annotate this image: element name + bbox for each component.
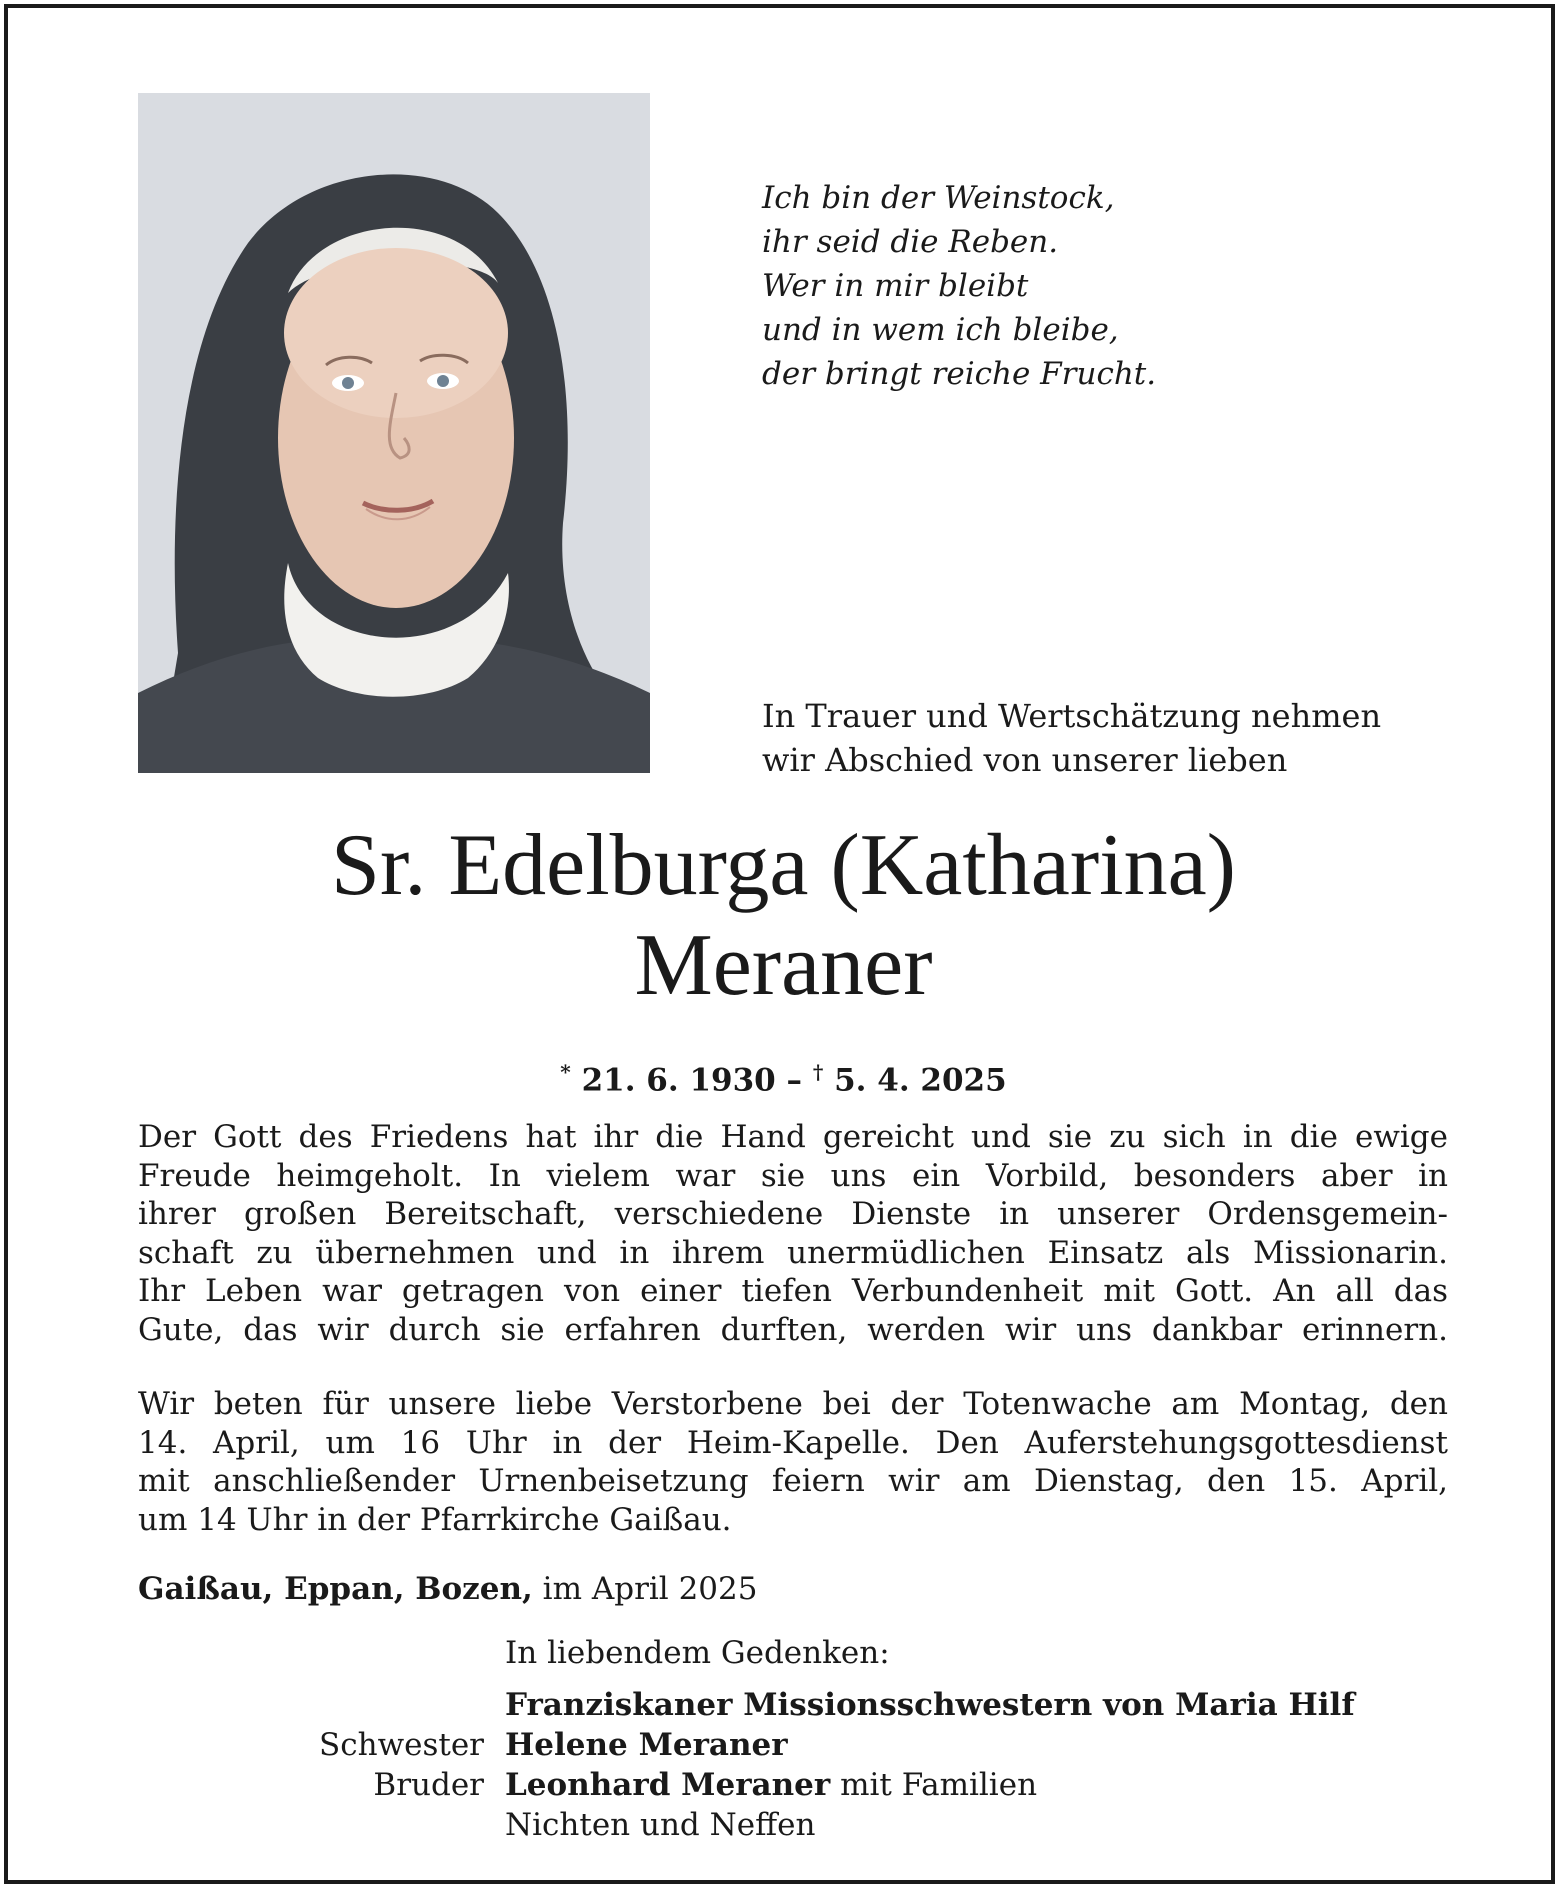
- signatory-name-line: [505, 1766, 1037, 1804]
- paragraph-line: Wir beten für unsere liebe Verstorbene bei der Totenwache am Montag, den: [138, 1386, 1448, 1422]
- paragraph-line: Der Gott des Friedens hat ihr die Hand gereicht und sie zu sich in die ewige: [138, 1119, 1448, 1155]
- bible-verse: [762, 176, 1156, 396]
- paragraph-line: Ihr Leben war getragen von einer tiefen Verbundenheit mit Gott. An all das: [138, 1273, 1448, 1309]
- obituary-paragraph-1: [138, 1118, 1448, 1349]
- paragraph-line: Gute, das wir durch sie erfahren durften, werden wir uns dankbar erinnern.: [138, 1311, 1448, 1348]
- birth-symbol: *: [560, 1060, 571, 1084]
- obituary-frame: [4, 4, 1555, 1884]
- deceased-name-line2: Meraner: [634, 917, 933, 1014]
- signatory-suffix: mit Familien: [830, 1767, 1038, 1803]
- verse-line: der bringt reiche Frucht.: [762, 356, 1157, 392]
- intro-line: In Trauer und Wertschätzung nehmen: [762, 697, 1382, 735]
- signatory-suffix: Nichten und Neffen: [505, 1807, 816, 1843]
- memory-label: In liebendem Gedenken:: [505, 1635, 890, 1671]
- signatory-name: Franziskaner Missionsschwestern von Maria Hilf: [505, 1687, 1355, 1723]
- intro-line: wir Abschied von unserer lieben: [762, 741, 1288, 779]
- verse-line: Wer in mir bleibt: [762, 268, 1029, 304]
- signatory-name-line: [505, 1686, 1355, 1724]
- intro-text: [762, 694, 1381, 782]
- deceased-name-line1: Sr. Edelburga (Katharina): [331, 817, 1236, 914]
- birth-date: 21. 6. 1930: [581, 1062, 776, 1099]
- paragraph-line: ihrer großen Bereitschaft, verschiedene Dienste in unserer Ordensgemein-: [138, 1196, 1448, 1232]
- places: Gaißau, Eppan, Bozen,: [138, 1571, 533, 1607]
- paragraph-line: 14. April, um 16 Uhr in der Heim-Kapelle. Den Auferstehungsgottesdienst: [138, 1424, 1448, 1461]
- signatory-role: Bruder: [373, 1767, 484, 1803]
- signatory-name: Leonhard Meraner: [505, 1767, 831, 1803]
- signatory-name: Helene Meraner: [505, 1727, 788, 1763]
- date-separator: –: [775, 1062, 813, 1099]
- verse-line: Ich bin der Weinstock,: [762, 180, 1115, 216]
- death-date: 5. 4. 2025: [834, 1062, 1007, 1099]
- place-and-date: [138, 1569, 757, 1609]
- signatory-name-line: [505, 1726, 788, 1764]
- paragraph-line: Freude heimgeholt. In vielem war sie uns ein Vorbild, besonders aber in: [138, 1157, 1448, 1194]
- paragraph-line: um 14 Uhr in der Pfarrkirche Gaißau.: [138, 1501, 732, 1538]
- life-dates: [8, 1052, 1559, 1100]
- paragraph-line: mit anschließender Urnenbeisetzung feiern wir am Dienstag, den 15. April,: [138, 1463, 1448, 1499]
- obituary-paragraph-2: [138, 1385, 1448, 1539]
- verse-line: und in wem ich bleibe,: [762, 312, 1119, 348]
- paragraph-line: schaft zu übernehmen und in ihrem unermüdlichen Einsatz als Missionarin.: [138, 1234, 1448, 1271]
- date-text: im April 2025: [532, 1571, 758, 1607]
- signatory-name-line: [505, 1806, 815, 1844]
- death-symbol: †: [812, 1060, 824, 1084]
- verse-line: ihr seid die Reben.: [762, 224, 1059, 260]
- portrait-photo: [138, 93, 650, 773]
- signatory-role: Schwester: [319, 1727, 484, 1763]
